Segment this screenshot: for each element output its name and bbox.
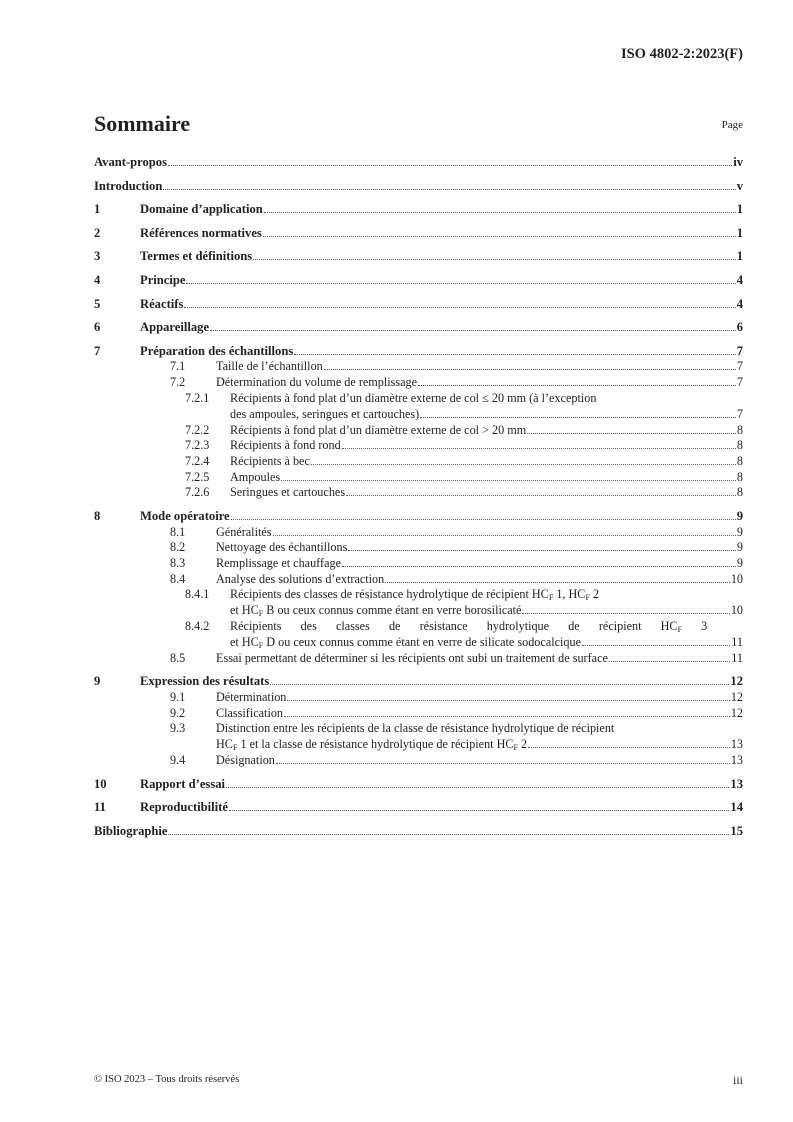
toc-page: 7 <box>736 406 743 421</box>
toc-page: 13 <box>730 737 743 752</box>
toc-number: 9 <box>94 674 101 689</box>
toc-title: Détermination du volume de remplissage <box>216 375 418 390</box>
toc-number: 10 <box>94 776 107 791</box>
toc-title: Nettoyage des échantillons <box>216 540 348 555</box>
toc-title: Avant-propos <box>94 155 168 169</box>
toc-title-line1: Récipients des classes de résistance hydrolytique de récipient $HC_F$ 3 <box>230 618 708 634</box>
toc-entry-9[interactable] <box>94 675 743 688</box>
toc-number: 1 <box>94 202 101 217</box>
toc-title-line2: et $HC_F$ B ou ceux connus comme étant en verre borosilicaté <box>230 603 522 619</box>
toc-entry-8-4-1[interactable] <box>94 588 743 617</box>
toc-entry-7-2-1[interactable] <box>94 392 743 421</box>
toc-title: Détermination <box>216 689 287 704</box>
toc-title: Introduction <box>94 178 163 193</box>
dot-leader <box>324 368 736 370</box>
toc-title: Préparation des échantillons <box>140 343 294 358</box>
table-of-contents <box>94 156 743 838</box>
footer-copyright: © ISO 2023 – Tous droits réservés <box>94 1074 240 1085</box>
toc-page: 9 <box>736 524 743 539</box>
toc-number: 7.2.6 <box>185 485 210 500</box>
toc-page: 11 <box>731 650 743 665</box>
toc-page: 13 <box>730 753 743 767</box>
toc-page: 8 <box>736 453 743 468</box>
toc-page: 8 <box>736 422 743 437</box>
toc-title: Analyse des solutions d’extraction <box>216 571 385 586</box>
toc-number: 7.2.4 <box>185 453 210 468</box>
toc-number: 8.5 <box>170 650 186 665</box>
toc-entry-8-4[interactable] <box>94 573 743 586</box>
toc-title-line2: des ampoules, seringues et cartouches) <box>230 406 420 421</box>
toc-page: 7 <box>736 375 743 390</box>
toc-page: 15 <box>730 823 743 838</box>
toc-entry-7[interactable] <box>94 345 743 358</box>
toc-page: 8 <box>736 469 743 484</box>
toc-page: 12 <box>730 705 743 720</box>
dot-leader <box>231 518 736 520</box>
dot-leader <box>184 306 735 308</box>
toc-number: 7.2.5 <box>185 469 210 484</box>
footer-page-number: iii <box>732 1073 743 1087</box>
toc-page: 1 <box>736 225 743 240</box>
toc-entry-2[interactable] <box>94 227 743 240</box>
toc-title-line1: Récipients des classes de résistance hydrolytique de récipient $HC_F$ 1, $HC_F$ 2 <box>230 587 600 603</box>
toc-title: Classification <box>216 705 284 720</box>
toc-title: Termes et définitions <box>140 249 253 264</box>
dot-leader <box>342 447 736 449</box>
dot-leader <box>527 432 736 434</box>
dot-leader <box>342 565 736 567</box>
toc-entry-6[interactable] <box>94 321 743 334</box>
dot-leader <box>263 235 736 237</box>
toc-number: 9.3 <box>170 721 186 736</box>
toc-title: Références normatives <box>140 225 262 240</box>
toc-title: Ampoules <box>230 469 281 484</box>
toc-page: 12 <box>730 674 743 689</box>
dot-leader <box>287 699 729 701</box>
toc-entry-10[interactable] <box>94 778 743 791</box>
toc-title-line1: Récipients à fond plat d’un diamètre externe de col ≤ 20 mm (à l’exception <box>230 390 597 405</box>
toc-entry-5[interactable] <box>94 298 743 311</box>
toc-entry-7-2-3[interactable] <box>94 439 743 452</box>
toc-page: 13 <box>730 776 743 791</box>
toc-title: Rapport d’essai <box>140 776 226 791</box>
toc-page: 4 <box>736 296 743 311</box>
toc-entry-9-1[interactable] <box>94 691 743 704</box>
toc-number: 7.2.2 <box>185 422 210 437</box>
toc-number: 8.3 <box>170 555 186 570</box>
toc-page: 8 <box>736 485 743 500</box>
toc-title: Domaine d’application <box>140 202 263 217</box>
toc-entry-7-2-5[interactable] <box>94 471 743 484</box>
toc-title: Récipients à fond plat d’un diamètre externe de col > 20 mm <box>230 422 527 437</box>
toc-entry-8-4-2[interactable] <box>94 620 743 649</box>
toc-page: 1 <box>736 249 743 264</box>
toc-number: 4 <box>94 272 101 287</box>
dot-leader <box>281 479 736 481</box>
toc-entry-8-2[interactable] <box>94 541 743 554</box>
toc-title-line2: et $HC_F$ D ou ceux connus comme étant en verre de silicate sodocalcique <box>230 634 582 650</box>
toc-number: 7 <box>94 343 101 358</box>
toc-page: iv <box>733 155 743 169</box>
toc-page: 14 <box>730 800 743 815</box>
toc-entry-introduction[interactable] <box>94 180 743 193</box>
toc-entry-7-2[interactable] <box>94 376 743 389</box>
toc-title: Récipients à bec <box>230 453 310 468</box>
toc-title: Désignation <box>216 753 275 767</box>
dot-leader <box>346 494 736 496</box>
toc-number: 8.4 <box>170 571 186 586</box>
toc-number: 8.2 <box>170 540 186 555</box>
document-id: ISO 4802-2:2023(F) <box>620 46 743 62</box>
toc-entry-8-3[interactable] <box>94 557 743 570</box>
toc-page: 9 <box>736 508 743 523</box>
dot-leader <box>168 833 729 835</box>
toc-title: Expression des résultats <box>140 674 270 689</box>
dot-leader <box>276 762 730 764</box>
toc-number: 9.1 <box>170 689 186 704</box>
toc-number: 7.2.3 <box>185 438 210 453</box>
toc-number: 8.4.1 <box>185 587 210 602</box>
toc-page: 7 <box>736 343 743 358</box>
dot-leader <box>609 660 730 662</box>
toc-entry-bibliographie[interactable] <box>94 825 743 838</box>
toc-entry-4[interactable] <box>94 274 743 287</box>
dot-leader <box>226 786 729 788</box>
dot-leader <box>270 683 729 685</box>
dot-leader <box>348 549 736 551</box>
toc-title: Taille de l’échantillon <box>216 359 323 374</box>
toc-page: 11 <box>731 634 743 649</box>
toc-entry-9-3[interactable] <box>94 722 743 751</box>
toc-entry-9-2[interactable] <box>94 707 743 720</box>
dot-leader <box>168 164 732 166</box>
toc-title: Remplissage et chauffage <box>216 555 341 570</box>
toc-entry-avant-propos[interactable] <box>94 156 743 169</box>
toc-title: Récipients à fond rond <box>230 438 341 453</box>
dot-leader <box>522 612 729 614</box>
toc-title: Principe <box>140 272 186 287</box>
toc-number: 5 <box>94 296 101 311</box>
toc-page: 10 <box>730 571 743 586</box>
toc-entry-9-4[interactable] <box>94 754 743 767</box>
toc-title: Réactifs <box>140 296 184 311</box>
toc-page: 12 <box>730 689 743 704</box>
dot-leader <box>528 746 730 748</box>
toc-page: 10 <box>730 603 743 618</box>
toc-entry-1[interactable] <box>94 203 743 216</box>
toc-title: Reproductibilité <box>140 800 228 815</box>
toc-number: 11 <box>94 800 106 815</box>
dot-leader <box>385 581 730 583</box>
toc-page: 7 <box>736 359 743 374</box>
toc-page: 4 <box>736 272 743 287</box>
dot-leader <box>229 809 729 811</box>
dot-leader <box>294 353 735 355</box>
dot-leader <box>284 715 730 717</box>
dot-leader <box>253 258 736 260</box>
dot-leader <box>420 416 736 418</box>
toc-page: 6 <box>736 320 743 335</box>
page-column-label: Page <box>721 119 743 131</box>
toc-number: 3 <box>94 249 101 264</box>
dot-leader <box>273 534 736 536</box>
toc-number: 8 <box>94 508 101 523</box>
toc-title: Seringues et cartouches <box>230 485 346 500</box>
toc-number: 7.2 <box>170 375 186 390</box>
toc-entry-3[interactable] <box>94 250 743 263</box>
toc-entry-7-2-2[interactable] <box>94 424 743 437</box>
toc-title: Essai permettant de déterminer si les récipients ont subi un traitement de surface <box>216 650 608 665</box>
toc-number: 8.4.2 <box>185 618 210 633</box>
toc-number: 8.1 <box>170 524 186 539</box>
toc-entry-7-2-4[interactable] <box>94 455 743 468</box>
toc-number: 9.4 <box>170 753 186 767</box>
dot-leader <box>418 384 736 386</box>
toc-number: 7.2.1 <box>185 390 210 405</box>
toc-number: 2 <box>94 225 101 240</box>
dot-leader <box>264 211 736 213</box>
toc-title-line2: $HC_F$ 1 et la classe de résistance hydrolytique de récipient $HC_F$ 2 <box>216 737 528 753</box>
toc-entry-7-1[interactable] <box>94 360 743 373</box>
toc-page: 9 <box>736 555 743 570</box>
toc-page: 8 <box>736 438 743 453</box>
toc-title: Mode opératoire <box>140 508 230 523</box>
toc-page: 9 <box>736 540 743 555</box>
dot-leader <box>582 644 730 646</box>
page-title: Sommaire <box>94 111 191 136</box>
toc-entry-11[interactable] <box>94 801 743 814</box>
toc-page: v <box>736 178 743 193</box>
toc-title: Bibliographie <box>94 823 168 838</box>
toc-number: 7.1 <box>170 359 186 374</box>
toc-title: Généralités <box>216 524 272 539</box>
toc-entry-8[interactable] <box>94 510 743 523</box>
dot-leader <box>210 329 736 331</box>
dot-leader <box>163 188 735 190</box>
toc-entry-8-1[interactable] <box>94 526 743 539</box>
toc-title-line1: Distinction entre les récipients de la classe de résistance hydrolytique de récipient <box>216 721 615 736</box>
toc-title: Appareillage <box>140 320 210 335</box>
toc-entry-7-2-6[interactable] <box>94 486 743 499</box>
dot-leader <box>186 282 735 284</box>
toc-number: 9.2 <box>170 705 186 720</box>
dot-leader <box>311 463 736 465</box>
toc-page: 1 <box>736 202 743 217</box>
toc-number: 6 <box>94 320 101 335</box>
toc-entry-8-5[interactable] <box>94 652 743 665</box>
